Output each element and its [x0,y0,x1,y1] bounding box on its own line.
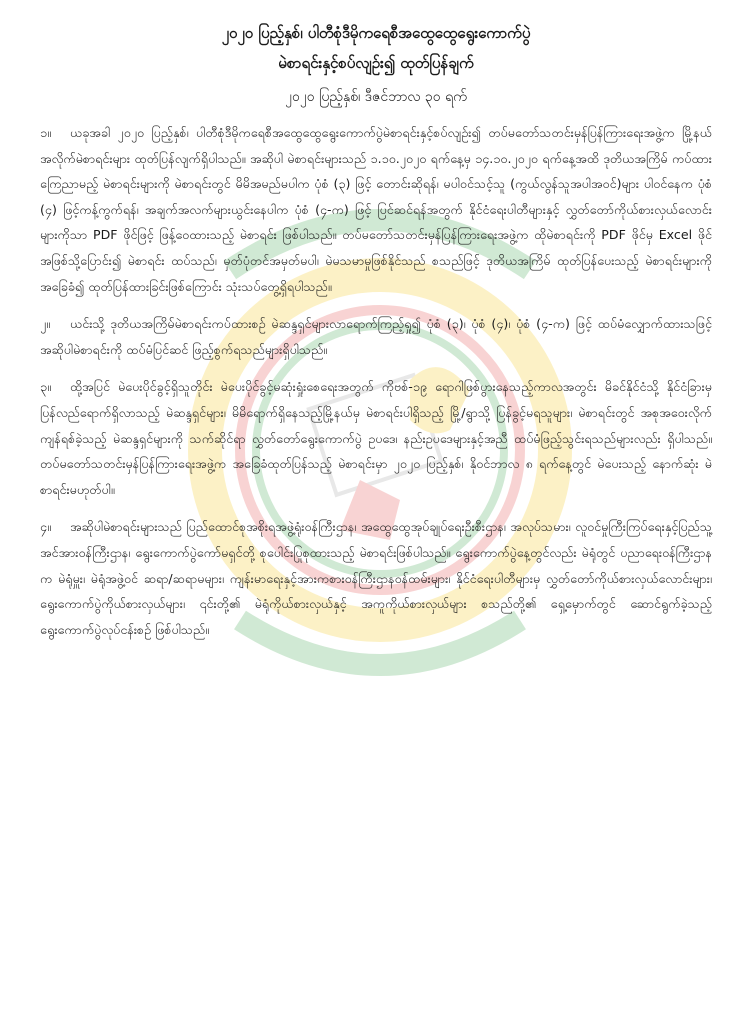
document-title-line1: ၂၀၂၀ ပြည့်နှစ်၊ ပါတီစုံဒီမိုကရေစီအထွေထွေရွေးကောက်ပွဲ [221,24,531,42]
document-body [40,18,712,654]
paragraph-number: ၃။ [40,379,51,395]
paragraph-number: ၂။ [40,316,50,332]
paragraph-4 [40,514,712,642]
paragraph-text: ထို့အပြင် မဲပေးပိုင်ခွင့်ရှိသူတိုင်း မဲပေးပိုင်ခွင့်မဆုံးရှုံးစေရေးအတွက် ကိုဗစ်-၁၉ ရောဂါဖြစ်ပွားနေသည့်ကာလအတွင်း မိခင်နိုင်ငံသို့ နိုင်ငံခြားမှပြန်လည်ရောက်ရှိလာသည့် မဲဆန္ဒရှင်များ၊ မိမိရောက်ရှိနေသည့်မြို့နယ်မှ မဲစာရင်းပါရှိသည့် မြို့/ရွာသို့ ပြန်ခွင့်မရသူများ၊ မဲစာရင်းတွင် အစုအဝေးလိုက် ကျန်ရစ်ခဲ့သည့် မဲဆန္ဒရှင်များကို သက်ဆိုင်ရာ လွှတ်တော်ရွေးကောက်ပွဲ ဥပဒေ၊ နည်းဥပဒေများနှင့်အညီ ထပ်မံဖြည့်သွင်းရသည်များလည်း ရှိပါသည်။ တပ်မတော်သတင်းမှန်ပြန်ကြားရေးအဖွဲ့က အခြေခံထုတ်ပြန်သည့် မဲစာရင်းမှာ ၂၀၂၀ ပြည့်နှစ်၊ နိုဝင်ဘာလ ၈ ရက်နေ့တွင် မဲပေးသည့် နောက်ဆုံး မဲစာရင်းမဟုတ်ပါ။ [40,379,712,497]
paragraph-2 [40,311,712,362]
paragraph-text: အဆိုပါမဲစာရင်းများသည် ပြည်ထောင်စုအစိုးရအဖွဲ့ရုံးဝန်ကြီးဌာန၊ အထွေထွေအုပ်ချုပ်ရေးဦးစီးဌာန၊ အလုပ်သမား၊ လူဝင်မှုကြီးကြပ်ရေးနှင့်ပြည်သူ့အင်အားဝန်ကြီးဌာန၊ ရွေးကောက်ပွဲကော်မရှင်တို့ စုပေါင်းပြုစုထားသည့် မဲစာရင်းဖြစ်ပါသည်။ ရွေးကောက်ပွဲနေ့တွင်လည်း မဲရုံတွင် ပညာရေးဝန်ကြီးဌာနက မဲရုံမှူး၊ မဲရုံအဖွဲ့ဝင် ဆရာ/ဆရာမများ၊ ကျန်းမာရေးနှင့်အားကစားဝန်ကြီးဌာနဝန်ထမ်းများ၊ နိုင်ငံရေးပါတီများမှ လွှတ်တော်ကိုယ်စားလှယ်လောင်းများ၊ ရွေးကောက်ပွဲကိုယ်စားလှယ်များ၊ ၎င်းတို့၏ မဲရုံကိုယ်စားလှယ်နှင့် အကူကိုယ်စားလှယ်များ စသည်တို့၏ ရှေ့မှောက်တွင် ဆောင်ရွက်ခဲ့သည့် ရွေးကောက်ပွဲလုပ်ငန်းစဉ် ဖြစ်ပါသည်။ [40,519,712,637]
document-date: ၂၀၂၀ ပြည့်နှစ်၊ ဒီဇင်ဘာလ ၃၀ ရက် [285,89,467,105]
paragraph-text: ယင်းသို့ ဒုတိယအကြိမ်မဲစာရင်းကပ်ထားစဉ် မဲဆန္ဒရှင်များလာရောက်ကြည့်ရှု၍ ပုံစံ (၃)၊ ပုံစံ (၄)၊ ပုံစံ (၄-က) ဖြင့် ထပ်မံလျှောက်ထားသဖြင့် အဆိုပါမဲစာရင်းကို ထပ်မံပြင်ဆင် ဖြည့်စွက်ရသည်များရှိပါသည်။ [40,316,712,357]
paragraph-text: ယခုအခါ ၂၀၂၀ ပြည့်နှစ်၊ ပါတီစုံဒီမိုကရေစီအထွေထွေရွေးကောက်ပွဲမဲစာရင်းနှင့်စပ်လျဉ်း၍ တပ်မတော်သတင်းမှန်ပြန်ကြားရေးအဖွဲ့က မြို့နယ်အလိုက်မဲစာရင်းများ ထုတ်ပြန်လျက်ရှိပါသည်။ အဆိုပါ မဲစာရင်းများသည် ၁.၁၀.၂၀၂၀ ရက်နေ့မှ ၁၄.၁၀.၂၀၂၀ ရက်နေ့အထိ ဒုတိယအကြိမ် ကပ်ထားကြေညာမည့် မဲစာရင်းများကို မဲစာရင်းတွင် မိမိအမည်မပါက ပုံစံ (၃) ဖြင့် တောင်းဆိုရန်၊ မပါဝင်သင့်သူ (ကွယ်လွန်သူအပါအဝင်)များ ပါဝင်နေက ပုံစံ (၄) ဖြင့်ကန့်ကွက်ရန်၊ အချက်အလက်များယွင်းနေပါက ပုံစံ (၄-က) ဖြင့် ပြင်ဆင်ရန်အတွက် နိုင်ငံရေးပါတီများနှင့် လွှတ်တော်ကိုယ်စားလှယ်လောင်းများကိုသာ PDF ဖိုင်ဖြင့် ဖြန့်ဝေထားသည့် မဲစာရင်း ဖြစ်ပါသည်။ တပ်မတော်သတင်းမှန်ပြန်ကြားရေးအဖွဲ့က ထိုမဲစာရင်းကို PDF ဖိုင်မှ Excel ဖိုင်အဖြစ်သို့ပြောင်း၍ မဲစာရင်း ထပ်သည်၊ မှတ်ပုံတင်အမှတ်မပါ၊ မဲမသမာမှုဖြစ်နိုင်သည် စသည်ဖြင့် ဒုတိယအကြိမ် ထုတ်ပြန်ပေးသည့် မဲစာရင်းများကိုအခြေခံ၍ ထုတ်ပြန်ထားခြင်းဖြစ်ကြောင်း သုံးသပ်တွေ့ရှိရပါသည်။ [40,125,712,294]
paragraph-number: ၁။ [40,125,51,140]
paragraph-number: ၄။ [40,519,51,535]
document-title-line2: မဲစာရင်းနှင့်စပ်လျဉ်း၍ ထုတ်ပြန်ချက် [278,54,474,72]
paragraph-1 [40,120,712,299]
paragraph-3 [40,374,712,502]
